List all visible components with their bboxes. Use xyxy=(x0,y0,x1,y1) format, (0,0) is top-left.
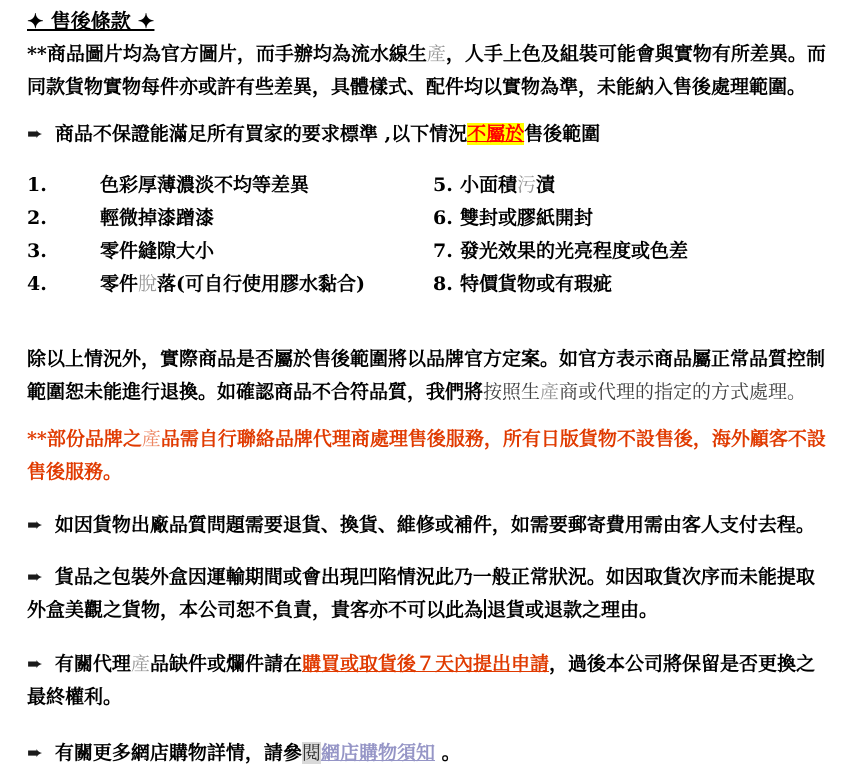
list-number: 3. xyxy=(27,240,47,262)
not-covered-notice xyxy=(27,118,827,151)
list-number: 4. xyxy=(27,273,47,295)
list-item-text xyxy=(100,235,433,268)
list-item-segment: 落(可自行使用膠水黏合) xyxy=(157,273,366,295)
warning-text: **部份品牌之 xyxy=(27,428,142,450)
list-number: 8. xyxy=(433,273,453,295)
missing-parts-text: 有關代理 xyxy=(54,653,131,675)
fallback-char-chan: 產 xyxy=(426,43,446,65)
packaging-text: 貨品之包裝外盒因運輸期間或會出現凹陷情況此乃一般正常狀況。如因取貨次序而未能提取外盒美觀之貨物，本公司恕不負責，貴客亦不可以此為 xyxy=(27,566,815,621)
fallback-char-yue: 閱 xyxy=(301,742,321,764)
missing-parts-paragraph xyxy=(27,648,827,714)
list-item-segment: 零件 xyxy=(100,273,139,295)
shopping-guide-link[interactable]: 網店購物須知 xyxy=(320,742,435,764)
right-arrow-icon: ➨ xyxy=(27,566,43,588)
list-item-text xyxy=(460,268,827,301)
list-row xyxy=(27,235,827,268)
list-item-text xyxy=(460,235,827,268)
list-row xyxy=(27,169,827,202)
list-item-segment: 雙封或膠紙開封 xyxy=(460,207,594,229)
fallback-char-chan: 產 xyxy=(141,428,161,450)
more-info-line xyxy=(27,737,827,770)
packaging-text-cont: 退貨或退款之理由。 xyxy=(487,599,659,621)
factory-defect-line xyxy=(27,509,827,542)
not-covered-highlight: 不屬於 xyxy=(467,123,525,145)
list-number: 1. xyxy=(27,174,47,196)
text-cursor xyxy=(484,599,486,619)
list-item-segment: 發光效果的光亮程度或色差 xyxy=(460,240,689,262)
right-arrow-icon: ➨ xyxy=(27,514,43,536)
page-title-text: ✦ 售後條款 ✦ xyxy=(27,9,155,33)
fallback-char: 污 xyxy=(517,174,537,196)
claim-deadline-link[interactable]: 購買或取貨後７天內提出申請 xyxy=(301,653,549,675)
right-arrow-icon: ➨ xyxy=(27,742,43,764)
missing-parts-text-cont: ，過後本公司將保留是否更換之最終權利。 xyxy=(27,653,815,708)
more-info-tail: 。 xyxy=(434,742,461,764)
decision-text-light: 商或代理的指定的方式處理。 xyxy=(559,381,807,403)
intro-text: **商品圖片均為官方圖片，而手辦均為流水線生 xyxy=(27,43,427,65)
list-item-text xyxy=(460,169,827,202)
list-item-segment: 漬 xyxy=(536,174,556,196)
notice-tail: 售後範圍 xyxy=(524,123,601,145)
list-number: 2. xyxy=(27,207,47,229)
factory-text: 如因貨物出廠品質問題需要退貨、換貨、維修或補件，如需要郵寄費用需由客人支付去程。 xyxy=(54,514,815,536)
page-title xyxy=(27,6,827,36)
list-row xyxy=(27,268,827,301)
list-number: 6. xyxy=(433,207,453,229)
missing-parts-text: 品缺件或爛件請在 xyxy=(149,653,302,675)
list-item-segment: 色彩厚薄濃淡不均等差異 xyxy=(100,174,310,196)
more-info-text: 有關更多網店購物詳情，請參 xyxy=(54,742,302,764)
official-decision-paragraph xyxy=(27,343,827,409)
list-item-text xyxy=(460,202,827,235)
decision-text-light: 按照生 xyxy=(483,381,541,403)
list-item-text xyxy=(100,268,433,301)
brand-agent-warning xyxy=(27,423,827,489)
intro-paragraph xyxy=(27,38,827,104)
list-item-segment: 零件縫隙大小 xyxy=(100,240,215,262)
list-item-text xyxy=(100,169,433,202)
right-arrow-icon: ➨ xyxy=(27,653,43,675)
fallback-char-chan: 產 xyxy=(540,381,560,403)
notice-text: 商品不保證能滿足所有買家的要求標準 ,以下情況 xyxy=(54,123,468,145)
list-number: 7. xyxy=(433,240,453,262)
list-item-segment: 小面積 xyxy=(460,174,518,196)
fallback-char-tuo: 脫 xyxy=(138,273,158,295)
exclusions-list xyxy=(27,169,827,301)
fallback-char-chan: 產 xyxy=(130,653,150,675)
list-item-segment: 輕微掉漆蹭漆 xyxy=(100,207,215,229)
decision-text: 除以上情況外，實際商品是否屬於售後範圍將以品牌官方定案。如官方表示商品屬正常品質控制範圍恕未能進行退換。如確認商品不合符品質，我們將 xyxy=(27,348,826,403)
list-item-text xyxy=(100,202,433,235)
warning-text: 品需自行聯絡品牌代理商處理售後服務，所有日版貨物不設售後，海外顧客不設售後服務。 xyxy=(27,428,826,483)
intro-text-cont: ，人手上色及組裝可能會與實物有所差異。而同款貨物實物每件亦或許有些差異，具體樣式、配件均以實物為準，未能納入售後處理範圍。 xyxy=(27,43,826,98)
list-row xyxy=(27,202,827,235)
list-number: 5. xyxy=(433,174,453,196)
right-arrow-icon: ➨ xyxy=(27,123,43,145)
packaging-paragraph xyxy=(27,561,827,627)
list-item-segment: 特價貨物或有瑕疵 xyxy=(460,273,613,295)
